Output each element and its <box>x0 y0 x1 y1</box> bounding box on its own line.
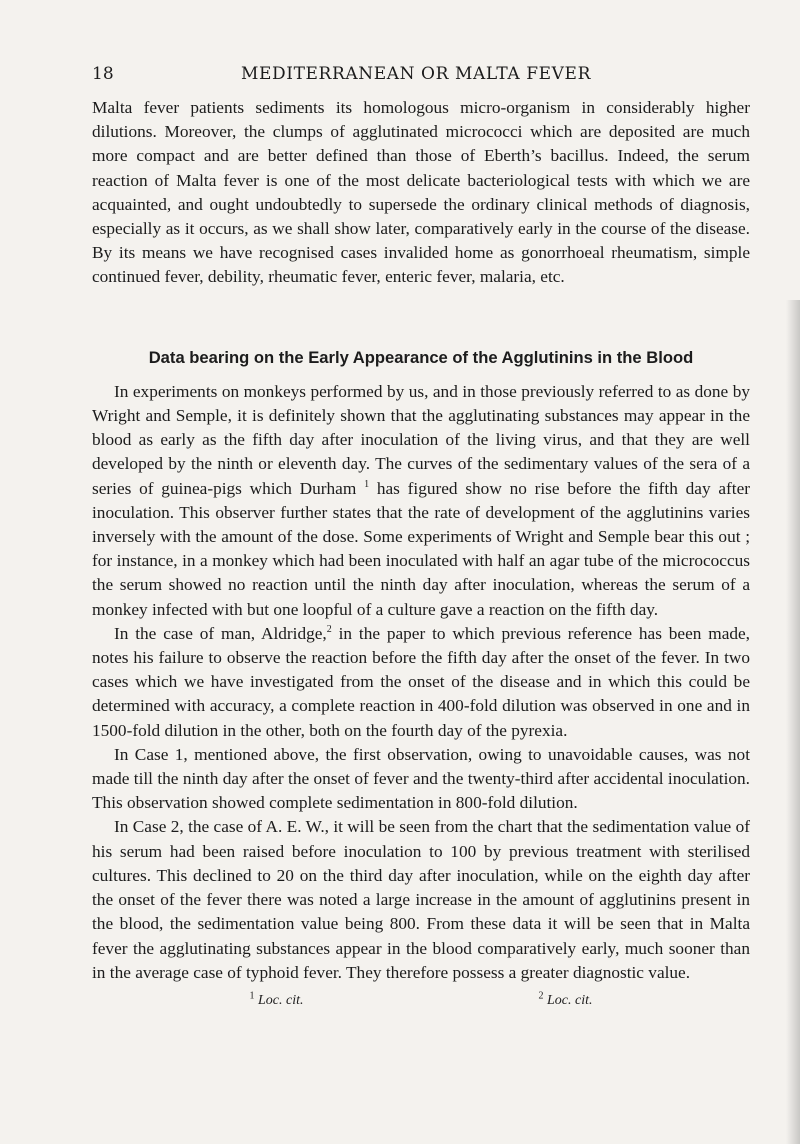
page-edge-shadow <box>786 300 800 1144</box>
footnote-text: Loc. cit. <box>258 992 304 1008</box>
page-header <box>92 64 740 88</box>
paragraph-case-of-man <box>92 622 750 743</box>
footnote-number: 2 <box>538 990 544 1002</box>
paragraph-text: in the paper to which previous reference has been made, notes his failure to observe the reaction before the fifth day after the onset of the fever. In two cases which we have investigated from the onset of the disease and in which this could be determined with accuracy, a complete reaction in 400-fold dilution was observed in one and in 1500-fold dilution in the other, both on the fourth day of the pyrexia. <box>92 623 751 740</box>
paragraph-text: has figured show no rise before the fifth day after inoculation. This observer further states that the rate of development of the agglutinins varies inversely with the amount of the dose. Some experiments of Wright and Semple bear this out ; for instance, in a monkey which had been inoculated with half an agar tube of the micrococcus the serum showed no reaction until the ninth day after inoculation, whereas the serum of a monkey infected with but one loopful of a culture gave a reaction on the fifth day. <box>92 478 750 619</box>
footnote-ref: 2 <box>326 624 332 636</box>
footnote <box>539 989 593 1013</box>
footnote-ref: 1 <box>364 478 370 490</box>
running-title: MEDITERRANEAN OR MALTA FEVER <box>241 64 591 84</box>
paragraph-text: In the case of man, Aldridge, <box>114 623 327 643</box>
footnote <box>250 989 304 1013</box>
page-number: 18 <box>92 64 114 84</box>
footnotes <box>92 989 750 1013</box>
paragraph-text: In experiments on monkeys performed by us, and in those previously referred to as done by Wright and Semple, it is definitely shown that the agglutinating substances may appear in the blood as early as the fifth day after inoculation of the living virus, and that they are well developed by the ninth or eleventh day. The curves of the sedimentary values of the sera of a series of guinea-pigs which Durham <box>92 381 750 498</box>
section-heading: Data bearing on the Early Appearance of the Agglutinins in the Blood <box>148 347 694 367</box>
paragraph-case-2: In Case 2, the case of A. E. W., it will be seen from the chart that the sedimentation value of his serum had been raised before inoculation to 100 by previous treatment with sterilised cultures. This declined to 20 on the third day after inoculation, while on the eighth day after the onset of the fever there was noted a large increase in the amount of agglutinins present in the blood, the sedimentation value being 800. From these data it will be seen that in Malta fever the agglutinating substances appear in the blood comparatively early, much sooner than in the average case of typhoid fever. They therefore possess a greater diagnostic value. <box>92 817 750 982</box>
body-text <box>92 96 750 1013</box>
paragraph-case-1: In Case 1, mentioned above, the first observation, owing to unavoidable causes, was not made till the ninth day after the onset of fever and the twenty-third after accidental inoculation. This observation showed complete sedimentation in 800-fold dilution. <box>92 744 750 813</box>
footnote-text: Loc. cit. <box>547 992 593 1008</box>
intro-paragraph: Malta fever patients sediments its homologous micro-organism in considerably higher dilutions. Moreover, the clumps of agglutinated micrococci which are deposited are much more compact and are better defined than those of Eberth’s bacillus. Indeed, the serum reaction of Malta fever is one of the most delicate bacteriological tests with which we are acquainted, and ought undoubtedly to supersede the ordinary clinical methods of diagnosis, especially as it occurs, as we shall show later, comparatively early in the course of the disease. By its means we have recognised cases invalided home as gonorrhoeal rheumatism, simple continued fever, debility, rheumatic fever, enteric fever, malaria, etc. <box>92 98 750 287</box>
footnote-number: 1 <box>249 990 255 1002</box>
paragraph-monkey-experiments <box>92 380 750 622</box>
